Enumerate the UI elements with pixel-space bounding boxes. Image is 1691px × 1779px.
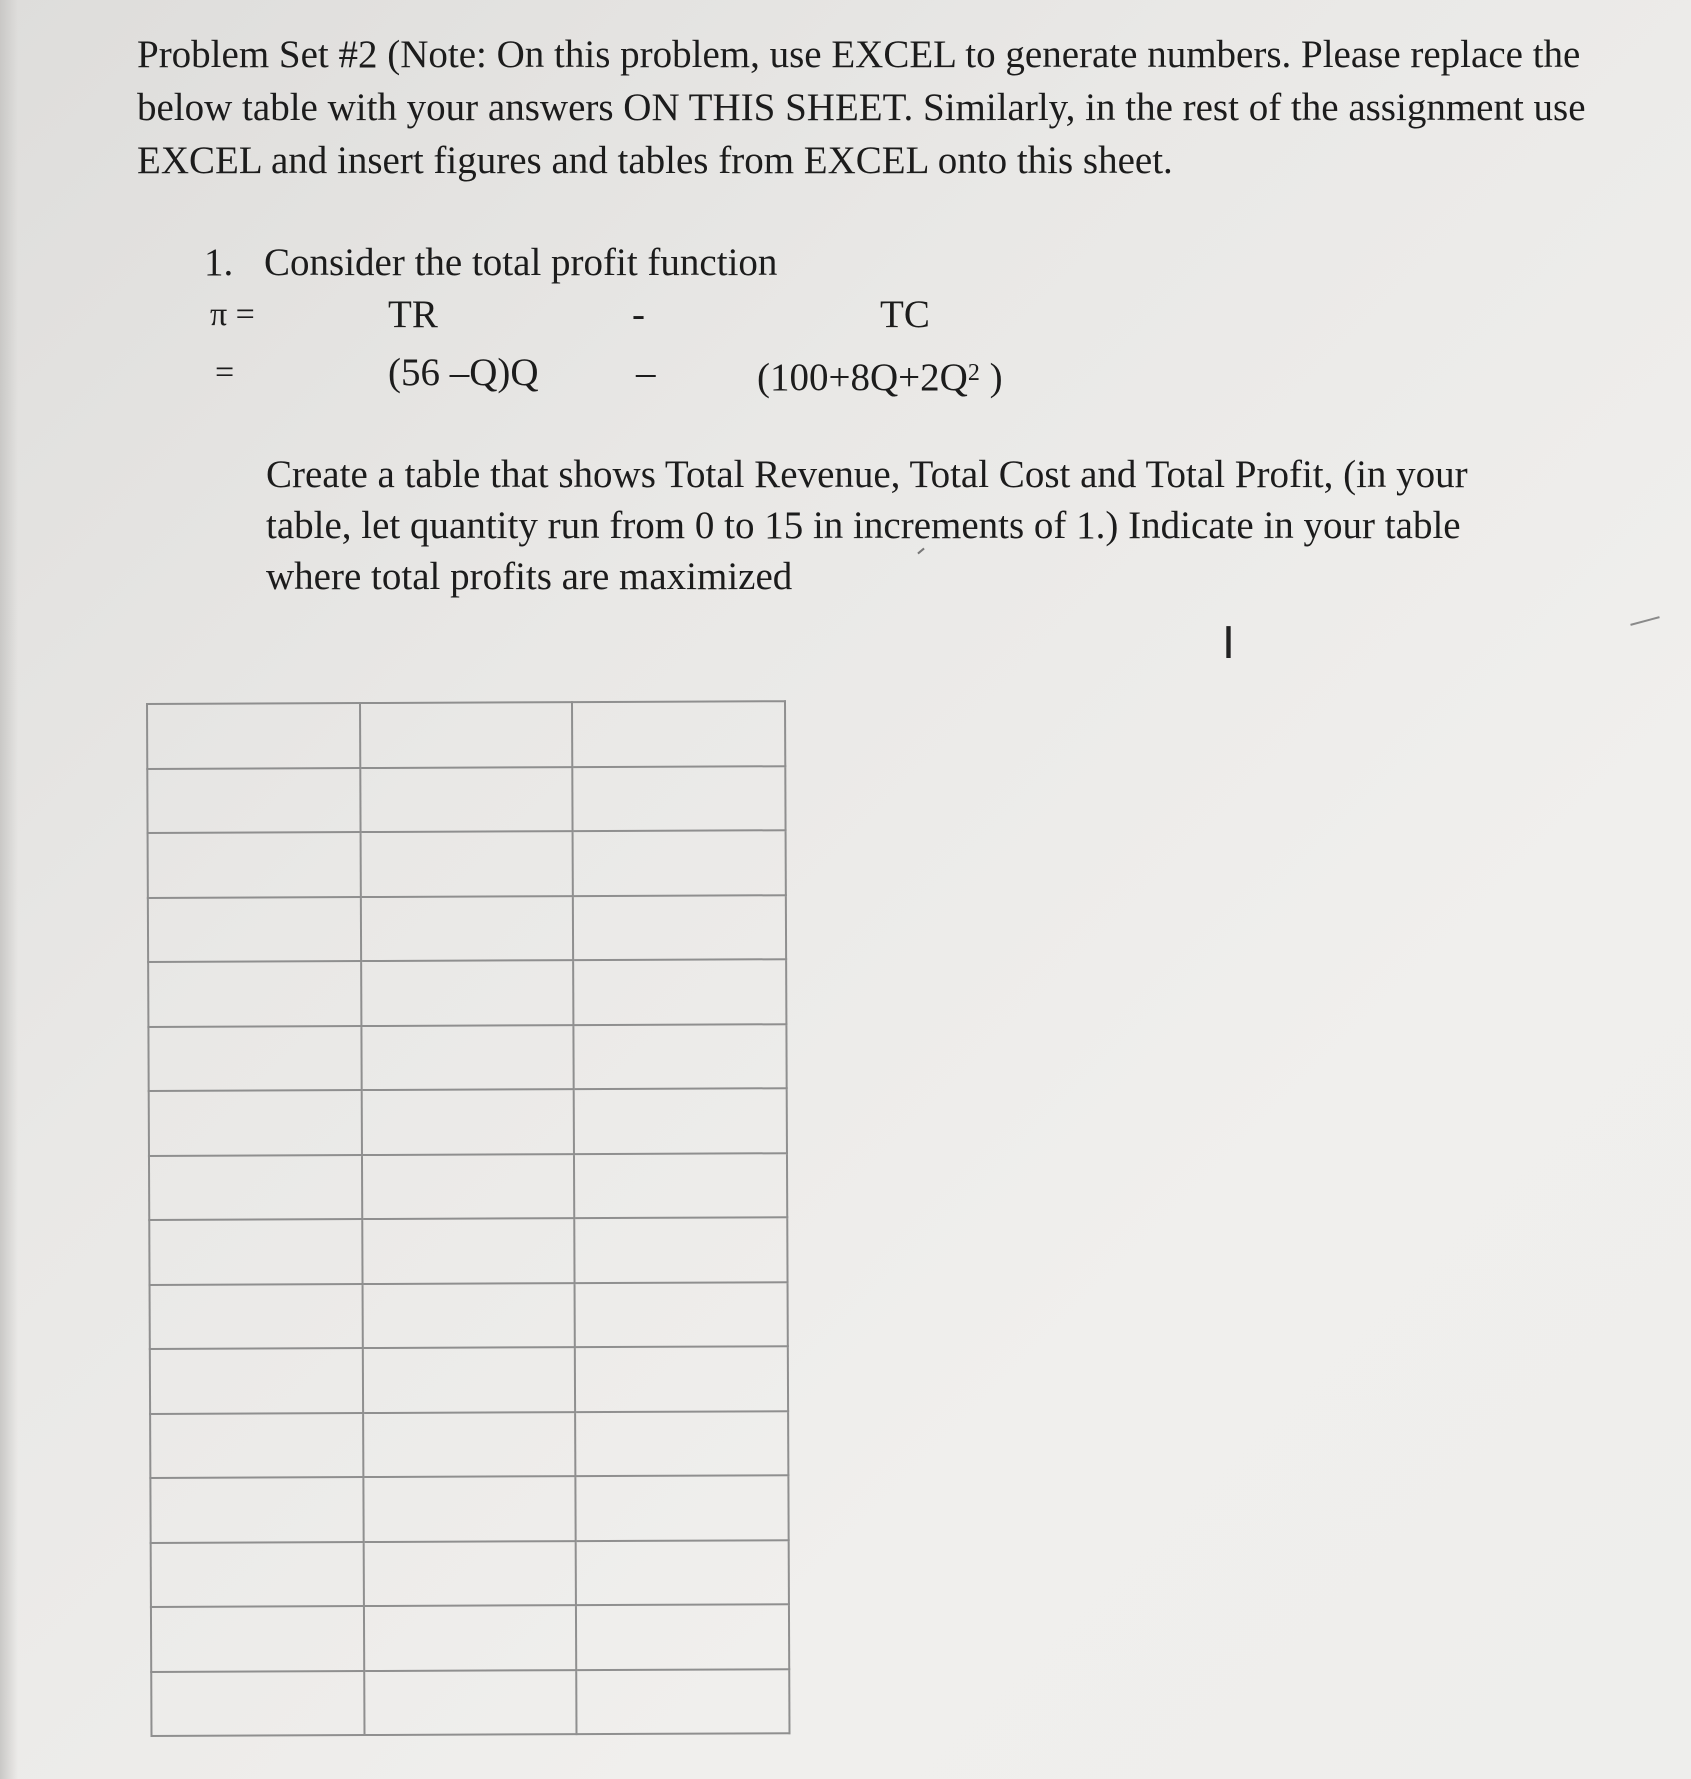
table-cell[interactable] [362,1347,575,1412]
text-cursor-icon: I [1222,618,1235,669]
table-cell[interactable] [572,701,785,766]
table-row [149,1153,787,1220]
table-cell[interactable] [151,1671,364,1736]
tc-label: TC [880,293,930,336]
tc-formula-exponent: 2 [967,360,980,386]
table-cell[interactable] [148,961,361,1026]
table-cell[interactable] [361,896,574,961]
table-cell[interactable] [576,1540,789,1605]
table-cell[interactable] [363,1476,576,1541]
table-cell[interactable] [574,1024,787,1089]
task-paragraph: Create a table that shows Total Revenue, Total Cost and Total Profit, (in your table, let quantity run from 0 to 15 in increments of 1.) Indicate in your table where total profits are maximized [266,453,1468,598]
table-cell[interactable] [362,1218,575,1283]
table-cell[interactable] [361,1025,574,1090]
table-cell[interactable] [150,1413,363,1478]
table-cell[interactable] [148,1026,361,1091]
table-row [147,766,785,833]
table-cell[interactable] [363,1412,576,1477]
minus-header: - [632,293,645,336]
table-row [151,1669,789,1736]
table-row [150,1411,788,1478]
table-cell[interactable] [150,1477,363,1542]
intro-paragraph: Problem Set #2 (Note: On this problem, use EXCEL to generate numbers. Please replace the below table with your answers ON THIS SHEET. Similarly, in the rest of the assignment use EXCEL and insert figures and tables from EXCEL onto this sheet. [137,33,1586,182]
pi-label: π = [210,296,255,333]
table-row [150,1282,788,1349]
table-cell[interactable] [150,1348,363,1413]
table-cell[interactable] [573,895,786,960]
table-cell[interactable] [147,703,360,768]
table-row [151,1540,789,1607]
table-row [147,701,785,768]
table-cell[interactable] [151,1606,364,1671]
table-cell[interactable] [573,830,786,895]
table-cell[interactable] [364,1670,577,1735]
table-cell[interactable] [150,1284,363,1349]
table-row [148,830,786,897]
table-cell[interactable] [362,1283,575,1348]
table-cell[interactable] [149,1155,362,1220]
table-cell[interactable] [361,1089,574,1154]
table-cell[interactable] [574,1088,787,1153]
page-edge-shadow [0,0,18,1779]
table-cell[interactable] [363,1541,576,1606]
table-row [148,959,786,1026]
table-cell[interactable] [574,1153,787,1218]
table-cell[interactable] [147,768,360,833]
equals-sign: = [215,354,235,391]
problem-number: 1. [204,241,234,284]
table-cell[interactable] [575,1346,788,1411]
table-cell[interactable] [575,1411,788,1476]
table-cell[interactable] [577,1669,790,1734]
table-cell[interactable] [575,1282,788,1347]
table-cell[interactable] [360,767,573,832]
table-cell[interactable] [149,1219,362,1284]
table-row [149,1217,787,1284]
table-row [151,1604,789,1671]
answer-table[interactable] [146,700,791,1737]
table-row [150,1475,788,1542]
table-cell[interactable] [575,1217,788,1282]
table-row [148,1024,786,1091]
edge-mark [1630,616,1659,626]
table-cell[interactable] [149,1090,362,1155]
tc-formula-close: ) [979,356,1003,399]
answer-table-body [147,701,789,1736]
tc-formula-base: (100+8Q+2Q [757,356,968,399]
table-cell[interactable] [573,959,786,1024]
table-cell[interactable] [148,832,361,897]
table-cell[interactable] [360,702,573,767]
table-row [150,1346,788,1413]
table-cell[interactable] [576,1604,789,1669]
tc-formula [757,350,1003,401]
table-cell[interactable] [364,1605,577,1670]
tr-label: TR [388,293,438,336]
minus-formula: – [636,351,656,394]
table-cell[interactable] [148,897,361,962]
table-cell[interactable] [362,1154,575,1219]
problem-lead: Consider the total profit function [264,241,778,284]
table-cell[interactable] [361,960,574,1025]
table-cell[interactable] [360,831,573,896]
table-cell[interactable] [573,766,786,831]
table-cell[interactable] [576,1475,789,1540]
table-row [148,895,786,962]
table-cell[interactable] [151,1542,364,1607]
table-row [149,1088,787,1155]
tr-formula: (56 –Q)Q [388,351,539,394]
